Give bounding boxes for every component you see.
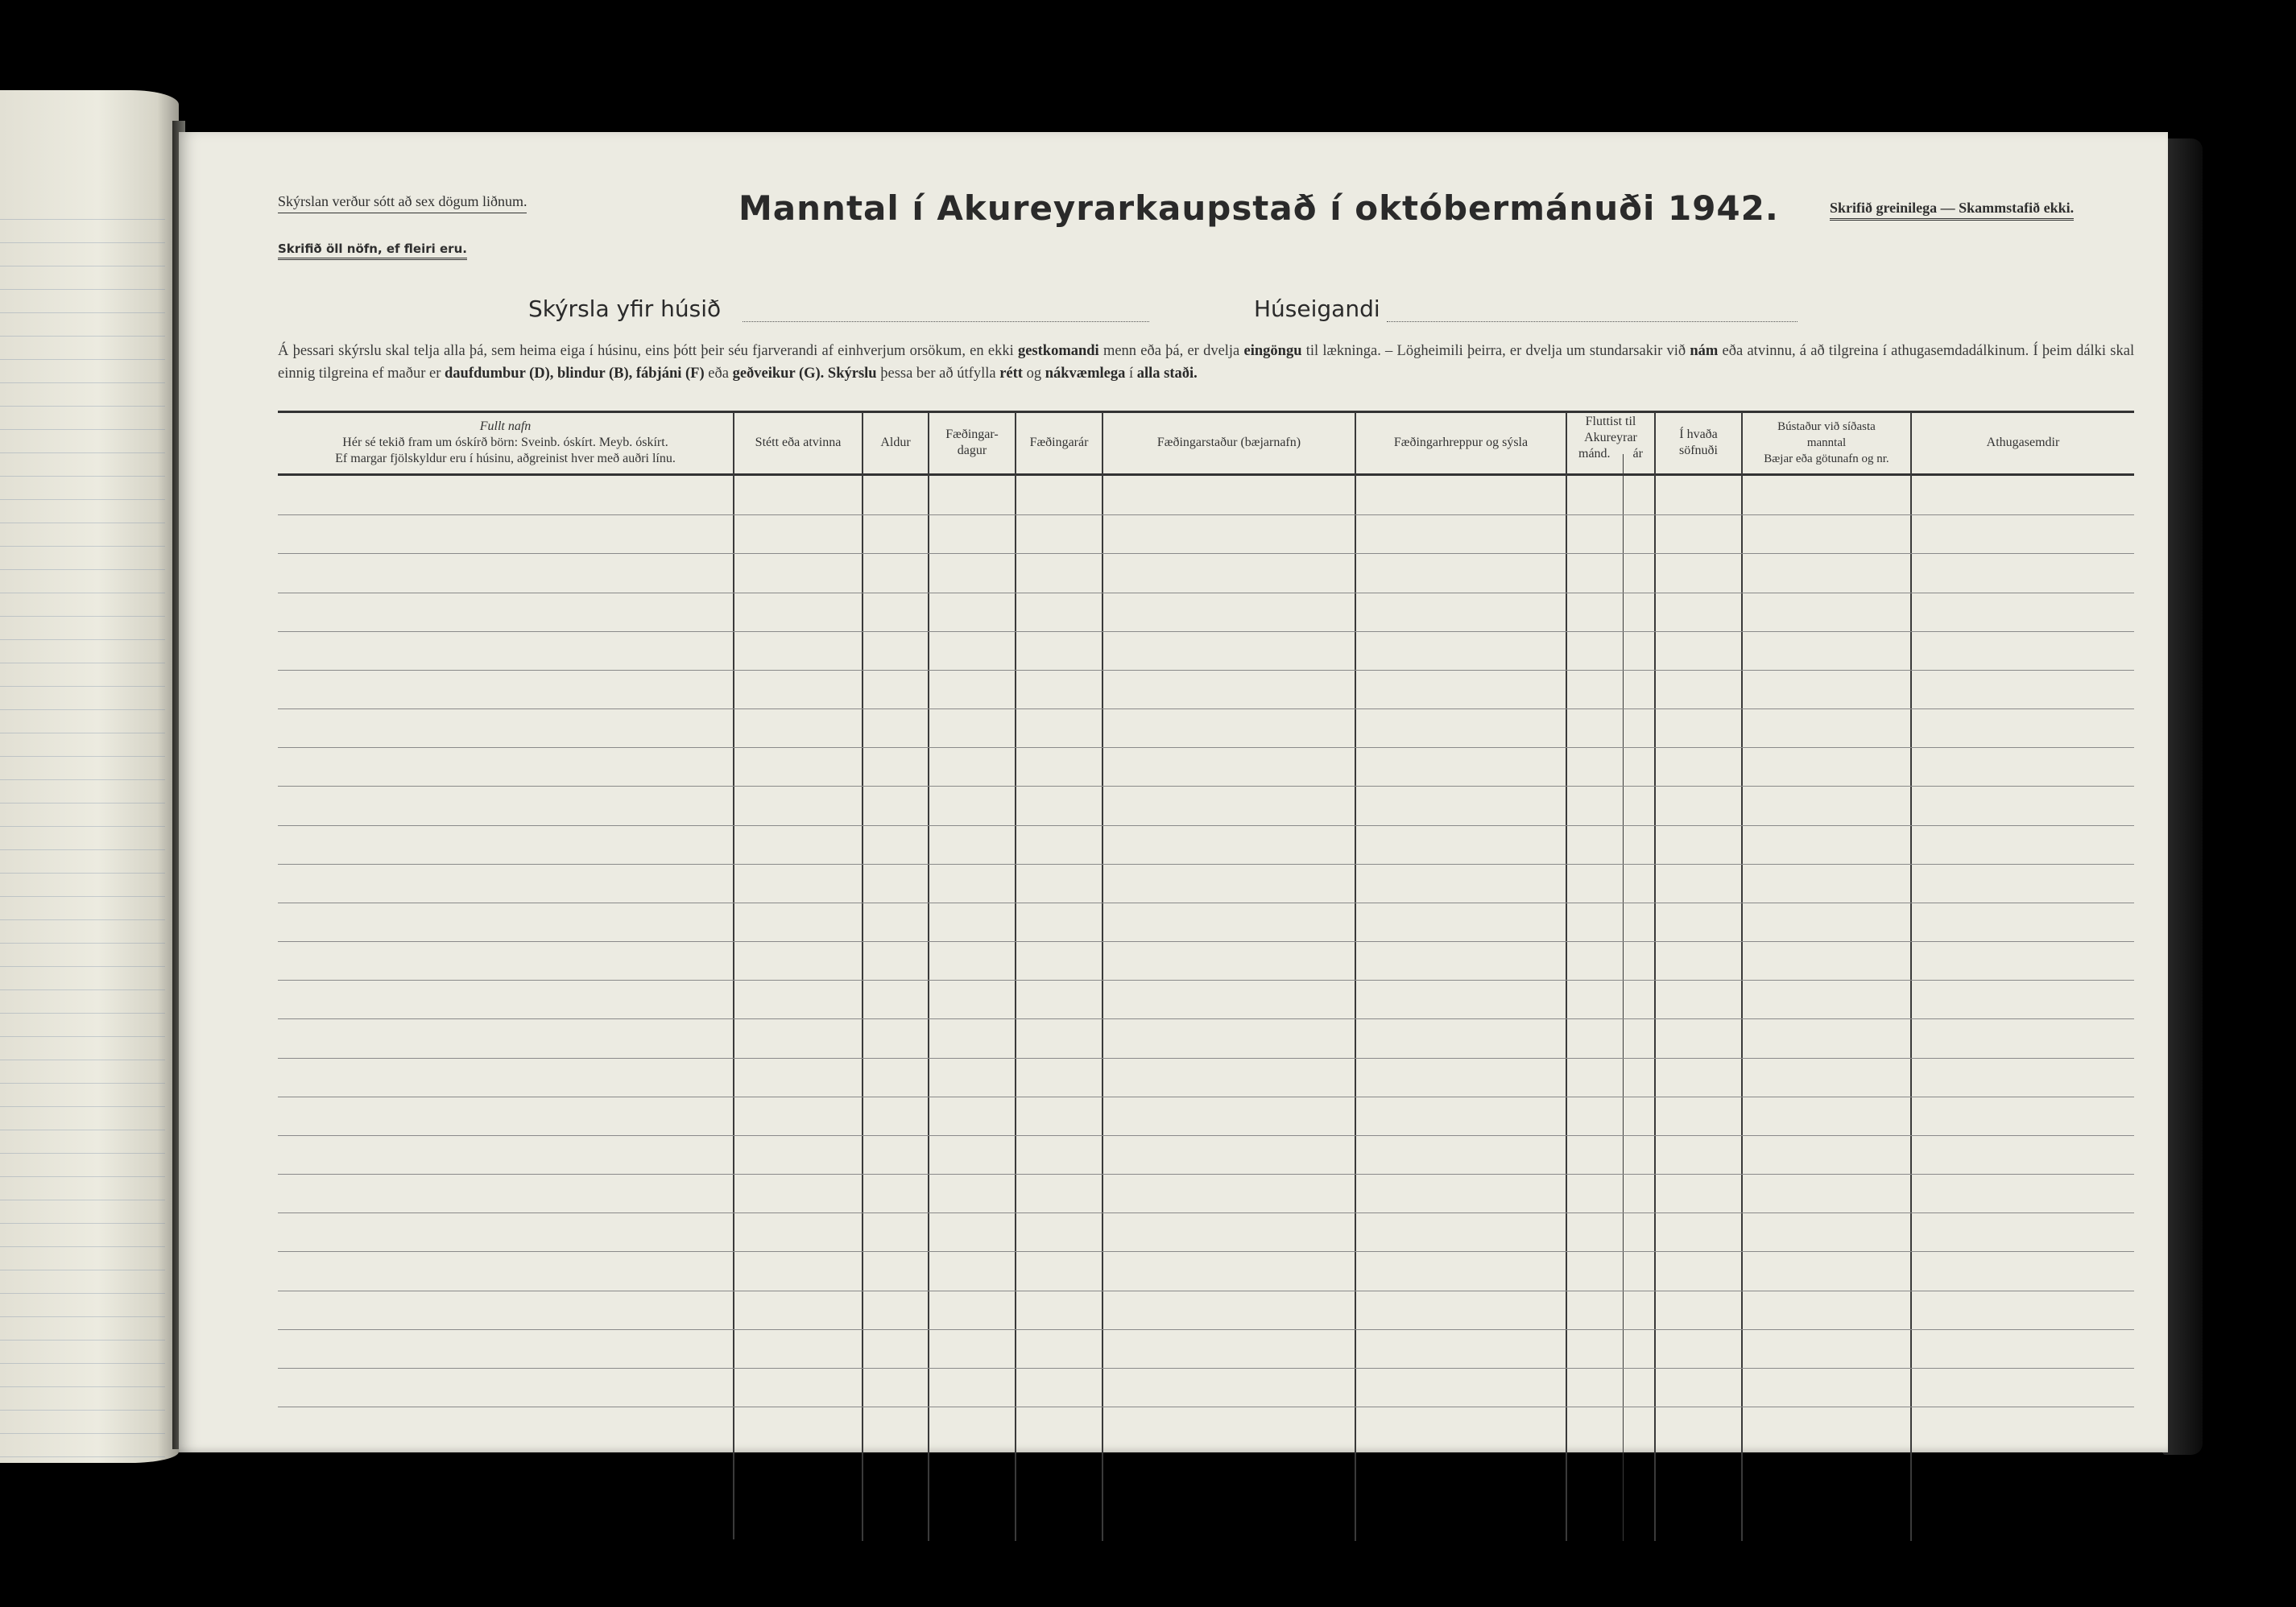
left-page-rule [0, 989, 165, 990]
table-row[interactable] [278, 1135, 2134, 1136]
census-form-page [179, 132, 2168, 1452]
left-page-rule [0, 1246, 165, 1247]
left-page-rule [0, 312, 165, 313]
left-page-rule [0, 686, 165, 687]
table-row[interactable] [278, 1018, 2134, 1019]
table-row[interactable] [278, 514, 2134, 515]
column-divider [1015, 412, 1016, 1541]
left-page-rule [0, 476, 165, 477]
table-row[interactable] [278, 1368, 2134, 1369]
left-page-rule [0, 943, 165, 944]
left-page-rule [0, 1083, 165, 1084]
left-page-rule [0, 359, 165, 360]
left-page-rule [0, 289, 165, 290]
table-row[interactable] [278, 1058, 2134, 1059]
left-page-rule [0, 429, 165, 430]
column-divider [1910, 412, 1912, 1541]
left-page-rule [0, 779, 165, 780]
table-row[interactable] [278, 553, 2134, 554]
left-page-rule [0, 219, 165, 220]
col-header-residence: Bústaður við síðasta manntal Bæjar eða götunafn og nr. [1764, 420, 1889, 465]
table-row[interactable] [278, 1174, 2134, 1175]
col-header-birthparish: Fæðingarhreppur og sýsla [1393, 436, 1529, 449]
left-page-rule [0, 1316, 165, 1317]
column-divider [1355, 412, 1356, 1541]
owner-label: Húseigandi [1254, 295, 1380, 322]
left-page-rule [0, 896, 165, 897]
table-row[interactable] [278, 864, 2134, 865]
left-page-rule [0, 242, 165, 243]
col-header-birthyear: Fæðingarár [1029, 436, 1089, 449]
left-page-rule [0, 382, 165, 383]
left-page-rule [0, 1293, 165, 1294]
house-field[interactable] [743, 320, 1149, 322]
left-page-rule [0, 1153, 165, 1154]
left-page-rule [0, 966, 165, 967]
note-collection-time: Skýrslan verður sótt að sex dögum liðnum. [278, 193, 527, 213]
left-page-rule [0, 1176, 165, 1177]
table-row[interactable] [278, 670, 2134, 671]
column-divider [862, 412, 863, 1541]
col-header-full-name: Fullt nafn Hér sé tekið fram um óskírð börn: Sveinb. óskírt. Meyb. óskírt. Ef margar fjölskyldur eru í húsinu, aðgreinist hver með auðri línu. [335, 419, 676, 465]
column-divider [1654, 412, 1656, 1541]
table-row[interactable] [278, 1212, 2134, 1213]
left-page-rule [0, 1410, 165, 1411]
table-row[interactable] [278, 747, 2134, 748]
left-page-rule [0, 616, 165, 617]
table-row[interactable] [278, 708, 2134, 709]
left-page-rule [0, 1106, 165, 1107]
table-row[interactable] [278, 1329, 2134, 1330]
left-page-rule [0, 826, 165, 827]
left-page-rule [0, 336, 165, 337]
left-page-rule [0, 546, 165, 547]
owner-field[interactable] [1387, 320, 1797, 322]
left-page-rule [0, 499, 165, 500]
col-header-age: Aldur [880, 436, 911, 449]
col-header-moved-month: mánd. [1578, 447, 1611, 461]
page-title: Manntal í Akureyrarkaupstað í októbermánuði 1942. [738, 188, 1779, 228]
left-page-rule [0, 919, 165, 920]
left-page-rule [0, 709, 165, 710]
table-row[interactable] [278, 980, 2134, 981]
col-header-moved-year: ár [1632, 447, 1643, 461]
left-page-rule [0, 756, 165, 757]
table-row[interactable] [278, 941, 2134, 942]
left-page-rule [0, 1433, 165, 1434]
col-header-moved: Fluttist til Akureyrar mánd. ár [1578, 415, 1643, 461]
left-page-rule [0, 452, 165, 453]
left-page-rule [0, 639, 165, 640]
left-page-rule [0, 1013, 165, 1014]
left-page-rule [0, 1386, 165, 1387]
table-header-rule [278, 473, 2134, 476]
table-row[interactable] [278, 825, 2134, 826]
column-divider [928, 412, 929, 1541]
col-header-remarks: Athugasemdir [1986, 436, 2060, 449]
column-divider [1566, 412, 1567, 1541]
note-write-clearly: Skrifið greinilega — Skammstafið ekki. [1830, 200, 2074, 221]
col-header-occupation: Stétt eða atvinna [755, 436, 842, 449]
instructions-paragraph: Á þessari skýrslu skal telja alla þá, sem heima eiga í húsinu, eins þótt þeir séu fjarverandi af einhverjum orsökum, en ekki gestkomandi menn eða þá, er dvelja eingöngu til lækninga. – Lögheimili þeirra, er dvelja um stundarsakir við nám eða atvinnu, á að tilgreina í athugasemdadálkinum. Í þeim dálki skal einnig tilgreina ef maður er daufdumbur (D), blindur (B), fábjáni (F) eða geðveikur (G). Skýrslu þessa ber að útfylla rétt og nákvæmlega í alla staði. [278, 343, 2135, 382]
column-divider [1741, 412, 1743, 1541]
left-page-rule [0, 849, 165, 850]
book-cover-edge [2162, 138, 2203, 1455]
column-divider [733, 412, 734, 1539]
column-divider [1102, 412, 1103, 1541]
left-page-rule [0, 803, 165, 804]
left-page-rule [0, 1036, 165, 1037]
left-page-rule [0, 1340, 165, 1341]
table-row[interactable] [278, 631, 2134, 632]
column-divider-month-year [1623, 454, 1624, 1541]
table-row[interactable] [278, 1251, 2134, 1252]
left-page-rule [0, 406, 165, 407]
col-header-birthday: Fæðingar- dagur [945, 428, 999, 457]
left-page-rule [0, 569, 165, 570]
left-page-rule [0, 873, 165, 874]
left-page-rule [0, 1363, 165, 1364]
left-page-rule [0, 1223, 165, 1224]
table-row[interactable] [278, 786, 2134, 787]
left-page-rule [0, 1456, 165, 1457]
house-label: Skýrsla yfir húsið [528, 295, 722, 322]
left-page [0, 90, 179, 1463]
col-header-congregation: Í hvaða söfnuði [1679, 428, 1718, 457]
col-header-birthplace: Fæðingarstaður (bæjarnafn) [1156, 436, 1301, 449]
note-all-names: Skrifið öll nöfn, ef fleiri eru. [278, 242, 467, 260]
